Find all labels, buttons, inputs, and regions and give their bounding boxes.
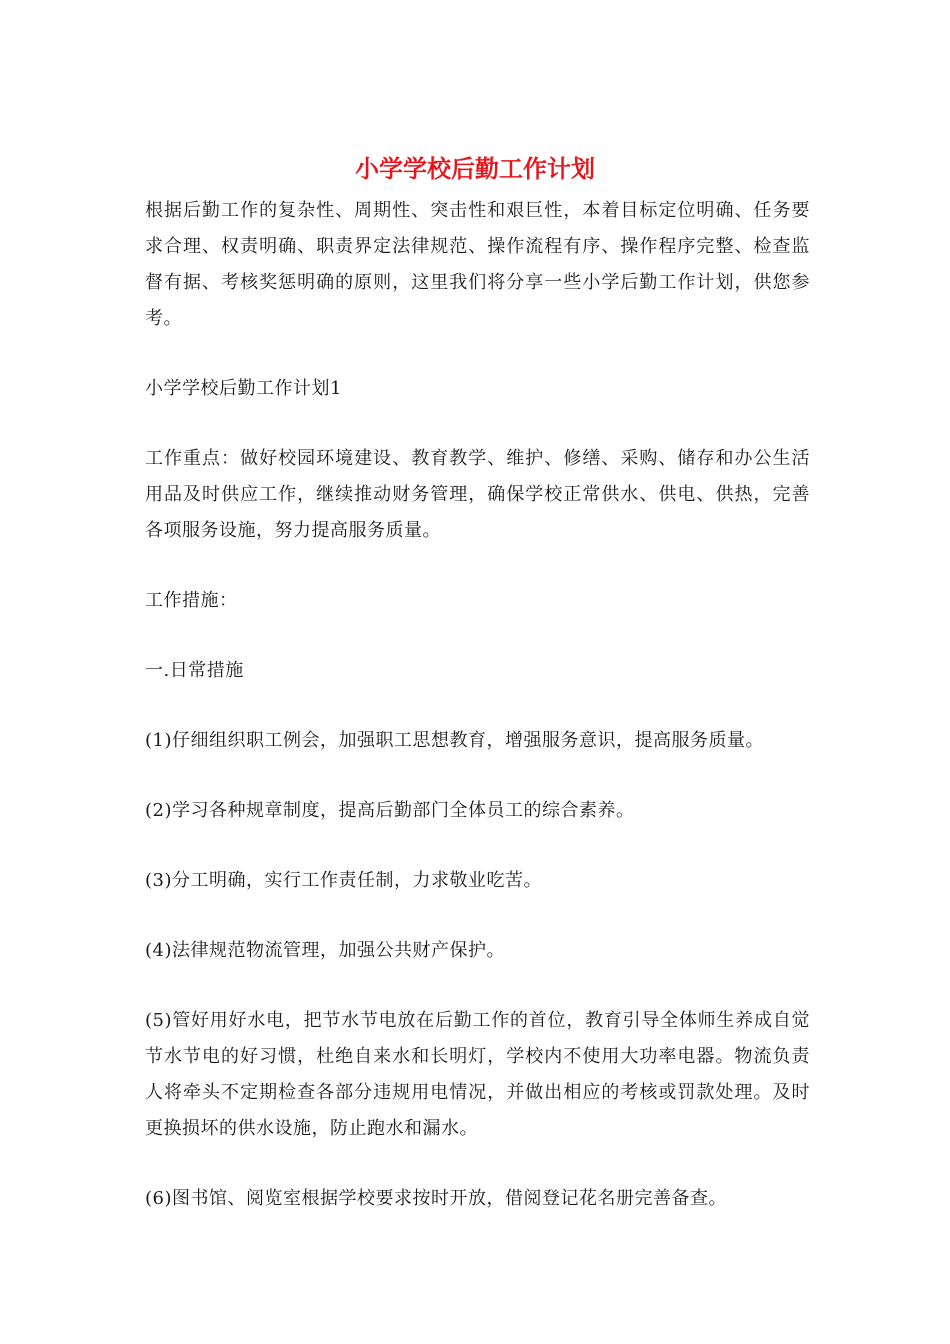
measure-item-2: (2)学习各种规章制度，提高后勤部门全体员工的综合素养。	[145, 800, 635, 821]
measure-item-6: (6)图书馆、阅览室根据学校要求按时开放，借阅登记花名册完善备查。	[145, 1188, 727, 1209]
document-body	[145, 193, 810, 1251]
work-measures-heading: 工作措施：	[145, 590, 238, 611]
measure-item-1: (1)仔细组织职工例会，加强职工思想教育，增强服务意识，提高服务质量。	[145, 730, 764, 751]
daily-measures-heading: 一.日常措施	[145, 660, 244, 681]
measure-item-4: (4)法律规范物流管理，加强公共财产保护。	[145, 940, 505, 961]
measure-item-3: (3)分工明确，实行工作责任制，力求敬业吃苦。	[145, 870, 542, 891]
intro-paragraph: 根据后勤工作的复杂性、周期性、突击性和艰巨性，本着目标定位明确、任务要求合理、权责明确、职责界定法律规范、操作流程有序、操作程序完整、检查监督有据、考核奖惩明确的原则，这里我们将分享一些小学后勤工作计划，供您参考。	[145, 200, 810, 329]
work-focus-paragraph: 工作重点：做好校园环境建设、教育教学、维护、修缮、采购、储存和办公生活用品及时供应工作，继续推动财务管理，确保学校正常供水、供电、供热，完善各项服务设施，努力提高服务质量。	[145, 448, 810, 541]
document-title: 小学学校后勤工作计划	[355, 154, 595, 183]
measure-item-5: (5)管好用好水电，把节水节电放在后勤工作的首位，教育引导全体师生养成自觉节水节电的好习惯，杜绝自来水和长明灯，学校内不使用大功率电器。物流负责人将牵头不定期检查各部分违规用电情况，并做出相应的考核或罚款处理。及时更换损坏的供水设施，防止跑水和漏水。	[145, 1010, 810, 1139]
section-heading: 小学学校后勤工作计划1	[145, 378, 342, 399]
